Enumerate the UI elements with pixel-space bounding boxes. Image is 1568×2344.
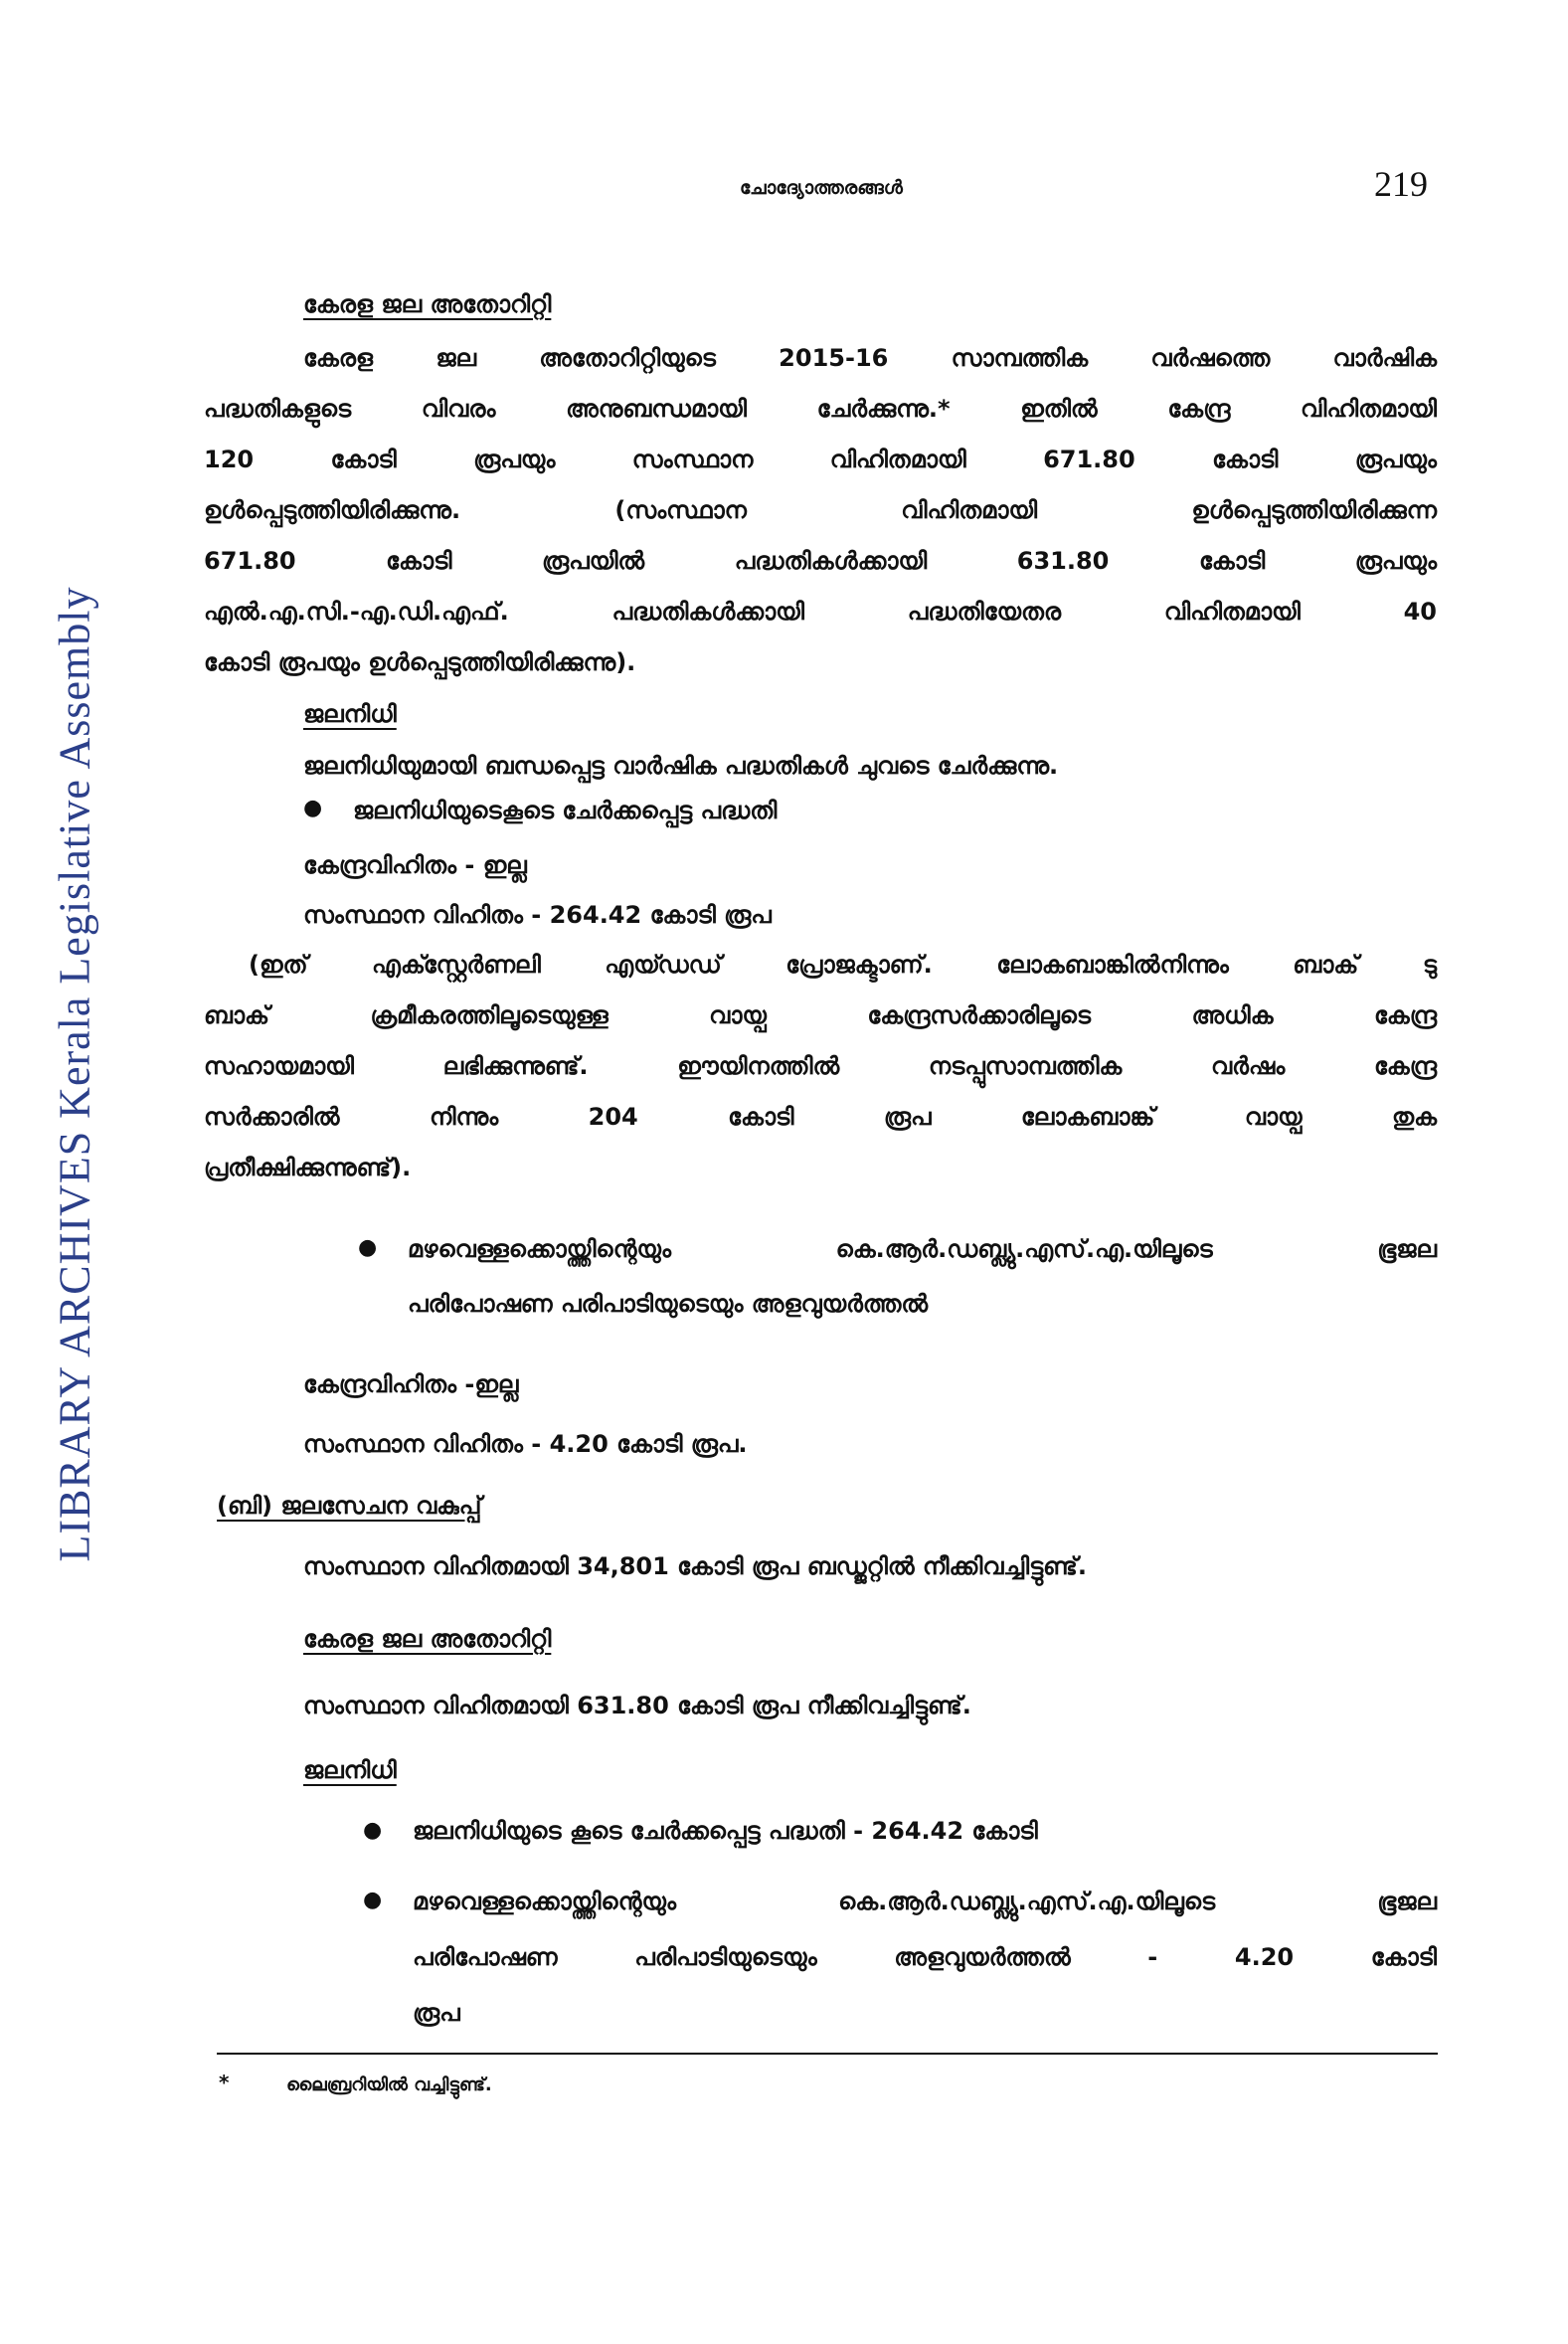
paragraph-line: ജലനിധിയുമായി ബന്ധപ്പെട്ട വാർഷിക പദ്ധതികൾ ചുവടെ ചേർക്കുന്നു.	[303, 752, 1059, 780]
footnote-rule	[217, 2053, 1438, 2055]
bullet-item: പരിപോഷണ പരിപാടിയുടെയും അളവുയർത്തൽ - 4.20 കോടി	[413, 1943, 1437, 1971]
bullet-item: മഴവെള്ളക്കൊയ്ത്തിന്റെയും കെ.ആർ.ഡബ്ല്യു.എസ്.എ.യിലൂടെ ഭൂജല	[408, 1235, 1437, 1263]
section-heading: കേരള ജല അതോറിറ്റി	[303, 1625, 552, 1653]
paragraph-line: എൽ.എ.സി.-എ.ഡി.എഫ്. പദ്ധതികൾക്കായി പദ്ധതിയേതര വിഹിതമായി 40	[204, 598, 1437, 626]
paragraph-line: ഉൾപ്പെടുത്തിയിരിക്കുന്നു. (സംസ്ഥാന വിഹിതമായി ഉൾപ്പെടുത്തിയിരിക്കുന്ന	[204, 496, 1437, 524]
section-heading: ജലനിധി	[303, 700, 397, 728]
paragraph-line: സംസ്ഥാന വിഹിതമായി 34,801 കോടി രൂപ ബഡ്ജറ്റിൽ നീക്കിവച്ചിട്ടുണ്ട്.	[303, 1552, 1087, 1580]
paragraph-line: സംസ്ഥാന വിഹിതമായി 631.80 കോടി രൂപ നീക്കിവച്ചിട്ടുണ്ട്.	[303, 1692, 971, 1719]
paragraph-line: കേന്ദ്രവിഹിതം - ഇല്ല	[303, 851, 527, 879]
running-head: ചോദ്യോത്തരങ്ങൾ	[740, 177, 903, 199]
page-number: 219	[1374, 164, 1428, 204]
paragraph-line: (ഇത് എക്സ്റ്റേർണലി എയ്ഡഡ് പ്രോജക്ടാണ്. ലോകബാങ്കിൽനിന്നും ബാക് ടു	[249, 951, 1437, 979]
paragraph-line: ബാക് ക്രമീകരത്തിലൂടെയുള്ള വായ്പ കേന്ദ്രസർക്കാരിലൂടെ അധിക കേന്ദ്ര	[204, 1001, 1437, 1029]
bullet-item: പരിപോഷണ പരിപാടിയുടെയും അളവുയർത്തൽ	[408, 1290, 929, 1318]
paragraph-line: സംസ്ഥാന വിഹിതം - 4.20 കോടി രൂപ.	[303, 1430, 748, 1458]
paragraph-line: പ്രതീക്ഷിക്കുന്നുണ്ട്).	[204, 1154, 412, 1181]
footnote-text: ലൈബ്രറിയിൽ വച്ചിട്ടുണ്ട്.	[286, 2074, 492, 2095]
paragraph-line: 671.80 കോടി രൂപയിൽ പദ്ധതികൾക്കായി 631.80 കോടി രൂപയും	[204, 547, 1437, 575]
paragraph-line: കേരള ജല അതോറിറ്റിയുടെ 2015-16 സാമ്പത്തിക വർഷത്തെ വാർഷിക	[303, 344, 1437, 372]
paragraph-line: സഹായമായി ലഭിക്കുന്നുണ്ട്. ഈയിനത്തിൽ നടപ്പുസാമ്പത്തിക വർഷം കേന്ദ്ര	[204, 1052, 1437, 1080]
paragraph-line: സർക്കാരിൽ നിന്നും 204 കോടി രൂപ ലോകബാങ്ക് വായ്പ തുക	[204, 1103, 1437, 1131]
section-heading: ജലനിധി	[303, 1756, 397, 1784]
paragraph-line: പദ്ധതികളുടെ വിവരം അനുബന്ധമായി ചേർക്കുന്നു.* ഇതിൽ കേന്ദ്ര വിഹിതമായി	[204, 395, 1437, 423]
bullet-item: ജലനിധിയുടെ കൂടെ ചേർക്കപ്പെട്ട പദ്ധതി - 264.42 കോടി	[413, 1817, 1038, 1845]
bullet-item: രൂപ	[413, 1999, 460, 2027]
bullet-icon: ●	[363, 1888, 383, 1912]
bullet-item: മഴവെള്ളക്കൊയ്ത്തിന്റെയും കെ.ആർ.ഡബ്ല്യു.എസ്.എ.യിലൂടെ ഭൂജല	[413, 1888, 1437, 1915]
paragraph-line: സംസ്ഥാന വിഹിതം - 264.42 കോടി രൂപ	[303, 901, 772, 929]
section-heading: കേരള ജല അതോറിറ്റി	[303, 290, 552, 318]
bullet-icon: ●	[358, 1235, 378, 1260]
footnote-mark: *	[219, 2071, 230, 2094]
bullet-item: ജലനിധിയുടെകൂടെ ചേർക്കപ്പെട്ട പദ്ധതി	[353, 797, 778, 824]
paragraph-line: കേന്ദ്രവിഹിതം -ഇല്ല	[303, 1370, 519, 1398]
bullet-icon: ●	[303, 796, 323, 820]
paragraph-line: കോടി രൂപയും ഉൾപ്പെടുത്തിയിരിക്കുന്നു).	[204, 648, 636, 676]
section-heading: (ബി) ജലസേചന വകുപ്പ്	[217, 1492, 482, 1520]
bullet-icon: ●	[363, 1818, 383, 1843]
watermark: LIBRARY ARCHIVES Kerala Legislative Assembly	[50, 586, 99, 1562]
paragraph-line: 120 കോടി രൂപയും സംസ്ഥാന വിഹിതമായി 671.80 കോടി രൂപയും	[204, 446, 1437, 473]
